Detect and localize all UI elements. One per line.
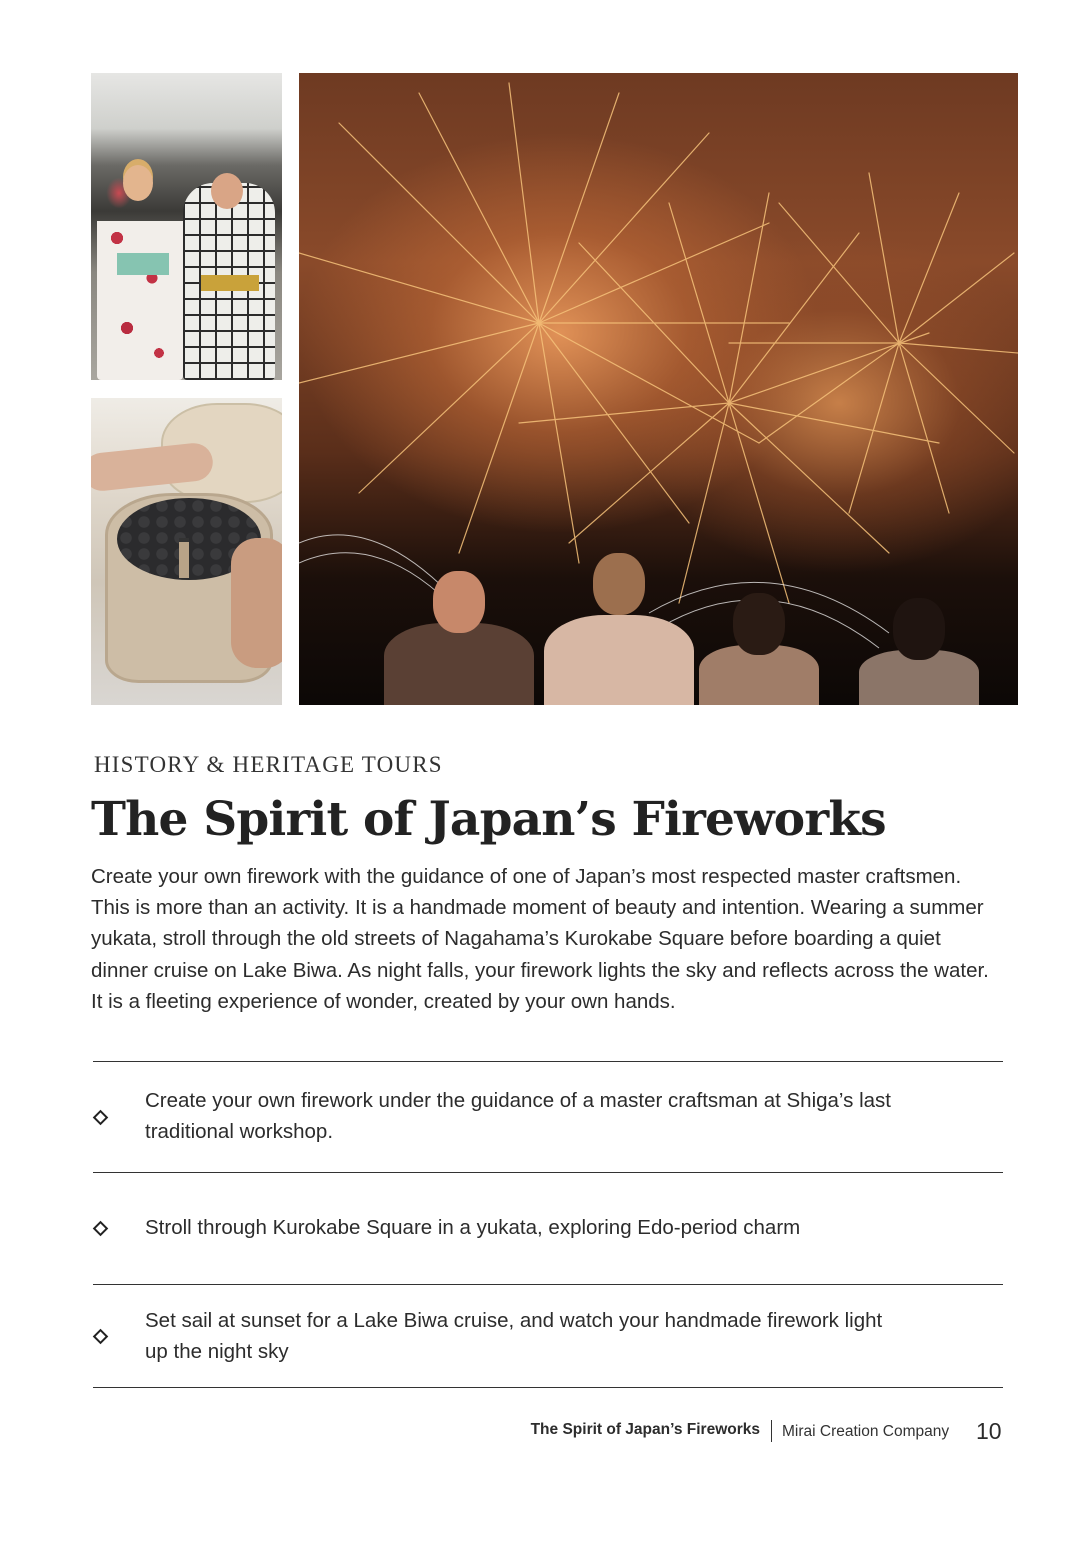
yukata-couple-photo xyxy=(91,73,282,380)
highlight-text: Stroll through Kurokabe Square in a yukata, exploring Edo-period charm xyxy=(145,1216,801,1239)
spectator xyxy=(384,623,534,705)
section-label: HISTORY & HERITAGE TOURS xyxy=(94,752,443,777)
page-footer xyxy=(0,1418,1092,1448)
divider xyxy=(93,1387,1003,1388)
man-head xyxy=(211,173,243,209)
highlight-item xyxy=(91,1285,1003,1387)
obi-sash xyxy=(201,275,259,291)
footer-company: Mirai Creation Company xyxy=(782,1423,950,1440)
highlight-item xyxy=(91,1173,1003,1284)
highlight-item xyxy=(91,1062,1003,1172)
obi-sash xyxy=(117,253,169,275)
footer-separator xyxy=(771,1420,772,1442)
footer-document-title: The Spirit of Japan’s Fireworks xyxy=(530,1421,760,1438)
highlight-text: Set sail at sunset for a Lake Biwa cruise, and watch your handmade firework light up the night sky xyxy=(145,1309,883,1363)
highlight-text: Create your own firework under the guidance of a master craftsman at Shiga’s last traditional workshop. xyxy=(145,1089,891,1143)
woman-head xyxy=(123,165,153,201)
spectator xyxy=(544,615,694,705)
hand xyxy=(231,538,282,668)
fireworks-over-lake-photo xyxy=(299,73,1018,705)
spectator xyxy=(699,645,819,705)
intro-paragraph: Create your own firework with the guidance of one of Japan’s most respected master craftsmen. This is more than an activity. It is a handmade moment of beauty and intention. Wearing a summer yukata, stroll through the old streets of Nagahama’s Kurokabe Square before boarding a quiet dinner cruise on Lake Biwa. As night falls, your firework lights the sky and reflects across the water. It is a fleeting experience of wonder, created by your own hands. xyxy=(91,865,989,1013)
diamond-bullet-icon xyxy=(93,1109,109,1125)
page-number: 10 xyxy=(976,1418,1002,1444)
firework-crafting-photo xyxy=(91,398,282,705)
spectator xyxy=(859,650,979,705)
firework-fuse xyxy=(179,538,189,578)
diamond-bullet-icon xyxy=(93,1221,109,1237)
diamond-bullet-icon xyxy=(93,1328,109,1344)
page-title: The Spirit of Japan’s Fireworks xyxy=(91,792,886,847)
